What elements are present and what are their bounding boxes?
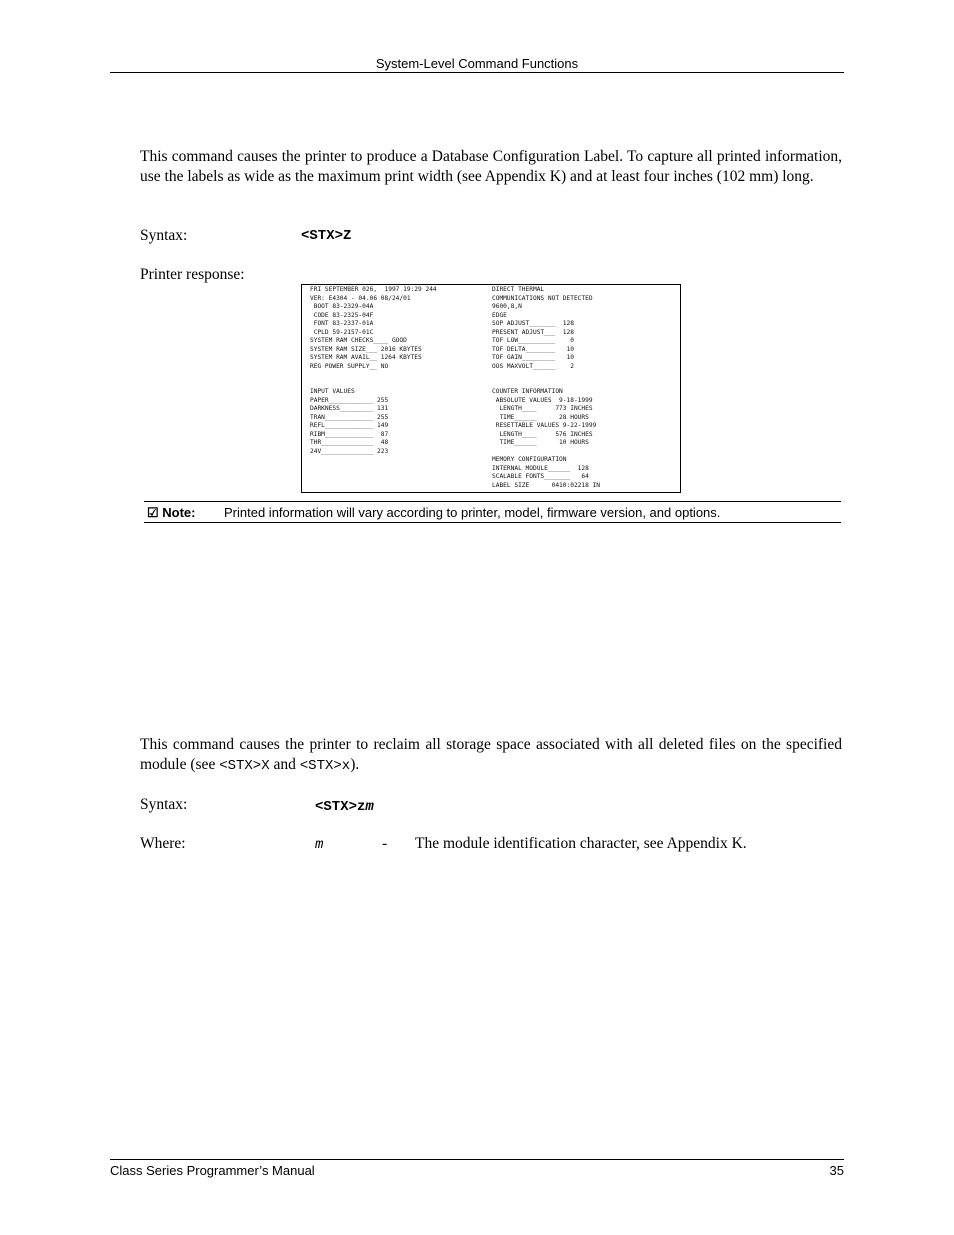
printout-left-line: SYSTEM RAM CHECKS____ GOOD xyxy=(310,337,407,344)
printout-left-line: FRI SEPTEMBER 026, 1997 19:29 244 xyxy=(310,286,437,293)
printout-left-line: TRAN_____________ 255 xyxy=(310,413,389,421)
configuration-label-printout xyxy=(301,284,681,493)
printout-right-line xyxy=(492,448,600,457)
printout-right-line: TOF LOW__________ 0 xyxy=(492,337,574,344)
printout-right-line: OOS MAXVOLT______ 2 xyxy=(492,362,574,370)
printout-right-line: COMMUNICATIONS NOT DETECTED xyxy=(492,294,593,302)
printout-right-line: INTERNAL MODULE______ 128 xyxy=(492,464,589,472)
printout-left-line: RIBM_____________ 87 xyxy=(310,430,389,438)
reclaim-text-start: This command causes the printer to reclaim all storage space associated with all deleted files on the specified module (see xyxy=(140,736,842,773)
printout-left-line: BOOT 83-2329-04A xyxy=(310,303,374,310)
reclaim-text-end: ). xyxy=(350,755,360,773)
printout-left-line: SYSTEM RAM SIZE___ 2016 KBYTES xyxy=(310,345,422,353)
printout-left-line: REG POWER SUPPLY__ NO xyxy=(310,362,389,370)
printout-right-line: RESETTABLE VALUES 9-22-1999 xyxy=(492,422,597,429)
printout-right-line xyxy=(492,371,600,380)
printout-right-line: TIME______ 10 HOURS xyxy=(492,439,589,446)
printout-right-line: PRESENT ADJUST___ 128 xyxy=(492,328,574,336)
syntax-label-2: Syntax: xyxy=(140,796,188,813)
where-label: Where: xyxy=(140,835,186,852)
printout-right-line: DIRECT THERMAL xyxy=(492,286,545,293)
printout-left-line: 24V______________ 223 xyxy=(310,447,389,455)
running-header: System-Level Command Functions xyxy=(375,56,579,71)
code-stx-upper-x: <STX>X xyxy=(219,757,270,774)
database-config-description: This command causes the printer to produce a Database Configuration Label. To capture all printed information, use the labels as wide as the maximum print width (see Appendix K) and at least four inches (102 mm) long. xyxy=(140,148,842,185)
printout-right-line: LENGTH____ 773 INCHES xyxy=(492,405,593,412)
printout-right-line: TIME______ 28 HOURS xyxy=(492,413,589,421)
syntax-value: <STX>Z xyxy=(301,228,352,244)
where-description: The module identification character, see Appendix K. xyxy=(415,835,747,852)
printout-left-line: PAPER____________ 255 xyxy=(310,396,389,404)
printout-right-line: 9600,8,N xyxy=(492,303,522,310)
printout-right-line: SCALABLE FONTS_______ 64 xyxy=(492,473,589,480)
printout-right-line: TOF GAIN_________ 10 xyxy=(492,354,574,361)
printout-right-line: TOF DELTA________ 10 xyxy=(492,345,574,353)
syntax-param: m xyxy=(365,799,374,815)
page-number: 35 xyxy=(829,1163,844,1178)
note-label: ☑ Note: xyxy=(147,505,196,520)
printout-right-line xyxy=(492,380,600,389)
printout-left-line: INPUT VALUES xyxy=(310,388,355,395)
printout-left-line: VER: E4304 - 04.06 08/24/01 xyxy=(310,294,411,302)
printout-left-line: SYSTEM RAM AVAIL__ 1264 KBYTES xyxy=(310,354,422,361)
printout-left-line: THR______________ 48 xyxy=(310,439,389,446)
printout-left-line: CODE 83-2325-04F xyxy=(310,311,374,319)
reclaim-description xyxy=(140,735,842,776)
syntax-label: Syntax: xyxy=(140,227,188,244)
printout-left-column xyxy=(310,286,437,456)
where-dash: - xyxy=(382,835,388,852)
printout-right-line: EDGE xyxy=(492,311,507,319)
printout-right-line: SOP ADJUST_______ 128 xyxy=(492,320,574,327)
printout-left-line xyxy=(310,380,437,389)
reclaim-text-and: and xyxy=(269,755,300,773)
printout-right-line: COUNTER INFORMATION xyxy=(492,388,563,395)
footer-manual-title: Class Series Programmer’s Manual xyxy=(110,1163,315,1178)
syntax-prefix: <STX>z xyxy=(315,799,366,815)
header-rule xyxy=(110,72,844,73)
printout-left-line xyxy=(310,371,437,380)
printout-right-line: LENGTH____ 576 INCHES xyxy=(492,430,593,438)
printer-response-label: Printer response: xyxy=(140,266,245,283)
printout-right-line: LABEL SIZE 0410:02218 IN xyxy=(492,481,601,489)
syntax-value-2 xyxy=(315,797,374,815)
printout-left-line: REFL_____________ 149 xyxy=(310,422,389,429)
code-stx-lower-x: <STX>x xyxy=(299,757,351,774)
printout-right-line: ABSOLUTE VALUES 9-18-1999 xyxy=(492,396,593,404)
printout-right-column xyxy=(492,286,600,490)
note-box xyxy=(144,501,841,523)
where-param: m xyxy=(315,837,324,853)
printout-left-line: FONT 83-2337-01A xyxy=(310,320,374,327)
note-text: Printed information will vary according to printer, model, firmware version, and options. xyxy=(224,505,721,520)
printout-left-line: DARKNESS_________ 131 xyxy=(310,405,389,412)
printout-right-line: MEMORY CONFIGURATION xyxy=(492,456,567,463)
footer-rule xyxy=(110,1159,844,1160)
printout-left-line: CPLD 59-2157-01C xyxy=(310,328,374,336)
